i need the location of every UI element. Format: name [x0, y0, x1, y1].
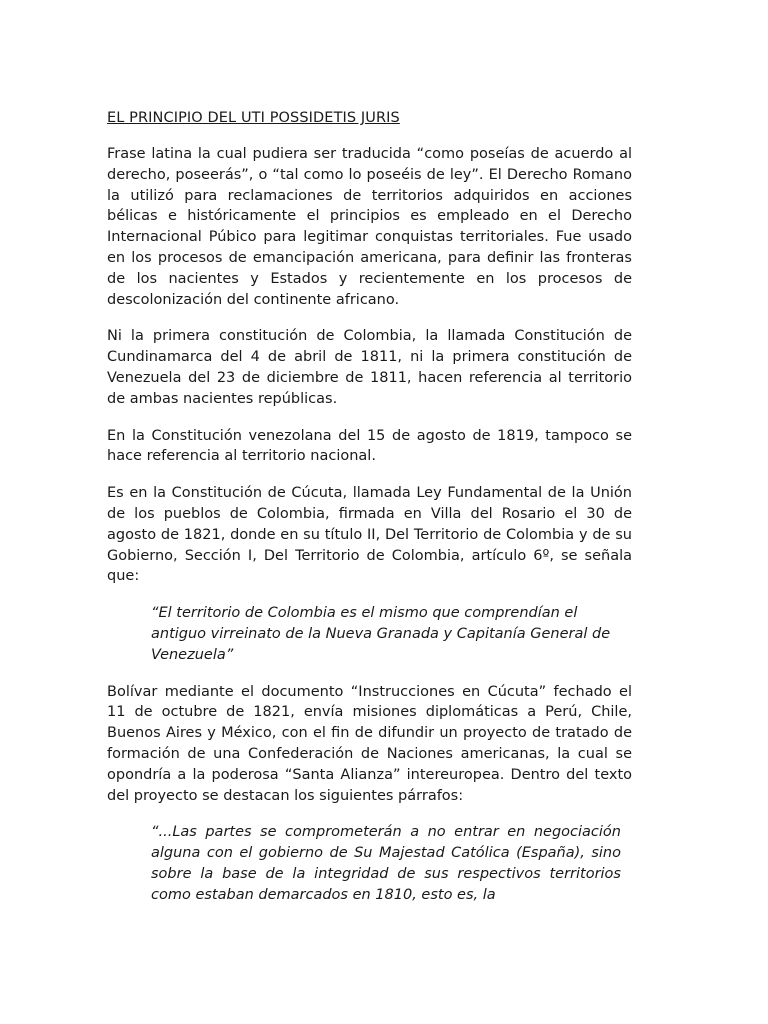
quote-partes-comprometeran: “...Las partes se comprometerán a no entrar en negociación alguna con el gobierno de Su Majestad Católica (España), sino sobre la base de la integridad de sus respectivos territorios como estaban demarcados en 1810, esto es, la: [151, 824, 621, 903]
document-page: [107, 108, 632, 922]
paragraph-constitution-1819: En la Constitución venezolana del 15 de agosto de 1819, tampoco se hace referencia al territorio nacional.: [107, 427, 632, 465]
paragraph-uti-possidetis-definition: Frase latina la cual pudiera ser traducida “como poseías de acuerdo al derecho, poseerás”, o “tal como lo poseéis de ley”. El Derecho Romano la utilizó para reclamaciones de territorios adquiridos en acciones bélicas e históricamente el principios es empleado en el Derecho Internacional Púbico para legitimar conquistas territoriales. Fue usado en los procesos de emancipación americana, para definir las fronteras de los nacientes y Estados y recientemente en los procesos de descolonización del continente africano.: [107, 146, 632, 308]
paragraph-instrucciones-cucuta: Bolívar mediante el documento “Instrucciones en Cúcuta” fechado el 11 de octubre de 1821, envía misiones diplomáticas a Perú, Chile, Buenos Aires y México, con el fin de difundir un proyecto de tratado de formación de una Confederación de Naciones americanas, la cual se opondría a la poderosa “Santa Alianza” intereuropea. Dentro del texto del proyecto se destacan los siguientes párrafos:: [107, 683, 632, 804]
paragraph-constitution-cucuta: Es en la Constitución de Cúcuta, llamada Ley Fundamental de la Unión de los pueblos de Colombia, firmada en Villa del Rosario el 30 de agosto de 1821, donde en su título II, Del Territorio de Colombia y de su Gobierno, Sección I, Del Territorio de Colombia, artículo 6º, se señala que:: [107, 485, 632, 585]
document-title: EL PRINCIPIO DEL UTI POSSIDETIS JURIS: [107, 110, 400, 126]
quote-territorio-colombia: “El territorio de Colombia es el mismo que comprendían el antiguo virreinato de la Nueva Granada y Capitanía General de Venezuela”: [151, 605, 611, 663]
paragraph-first-constitutions: Ni la primera constitución de Colombia, la llamada Constitución de Cundinamarca del 4 de abril de 1811, ni la primera constitución de Venezuela del 23 de diciembre de 1811, hacen referencia al territorio de ambas nacientes repúblicas.: [107, 328, 632, 407]
